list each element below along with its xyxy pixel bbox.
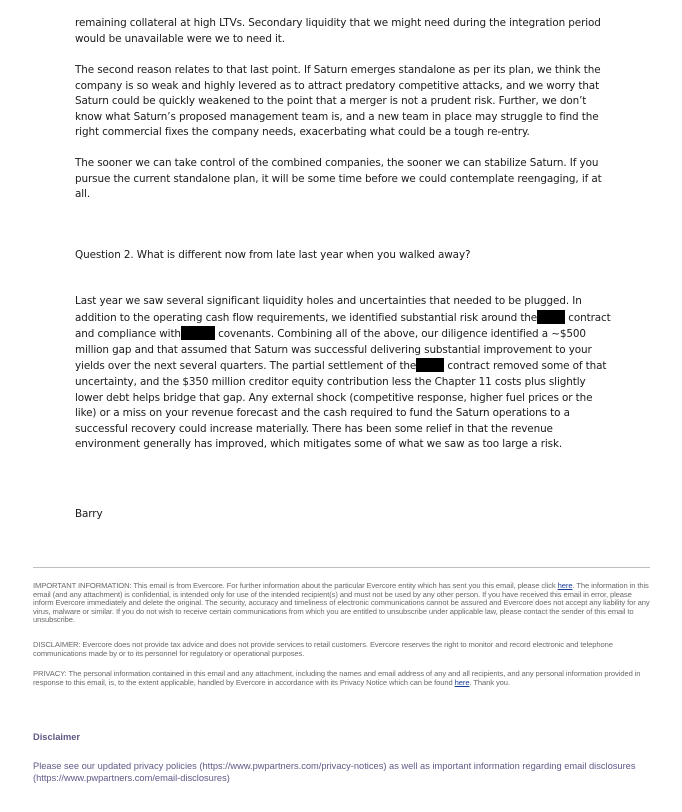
important-here-link[interactable]: here bbox=[557, 581, 573, 590]
privacy-text-1: PRIVACY: The personal information contained in this email and any attachment, including the names and email address of any and all recipients, and any personal information provided in response to this email, is, to the extent applicable, handled by Evercore in accordance with its Privacy Notice which can be found bbox=[33, 669, 641, 687]
answer-text-3: covenants. Combining all of the above, our diligence identified a ~$500 million gap and that assumed that Saturn was successful delivering substantial improvement to your yields over the next several quarters. The partial settlement of the bbox=[75, 328, 592, 373]
signature: Barry bbox=[75, 508, 103, 520]
letter-paragraph-block bbox=[75, 63, 615, 141]
answer-block bbox=[75, 294, 615, 453]
disclaimer-notice bbox=[33, 641, 651, 658]
privacy-here-link[interactable]: here bbox=[454, 677, 470, 687]
paragraph-second-reason: The second reason relates to that last point. If Saturn emerges standalone as per its plan, we think the company is so weak and highly levered as to attract predatory competitive attacks, and we worry that Saturn could be quickly weakened to the point that a merger is not a prudent risk. Further, we don’t know what Saturn’s proposed management team is, and a new team in place may struggle to find the right commercial fixes the company needs, exacerbating what could be a tough re-entry. bbox=[75, 64, 601, 139]
redaction-box bbox=[181, 326, 215, 340]
question-block bbox=[75, 248, 615, 264]
answer-text-4: contract removed some of that uncertainty, and the $350 million creditor equity contribution less the Chapter 11 costs plus slightly lower debt helps bridge that gap. Any external shock (competitive response, higher fuel prices or the like) or a miss on your revenue forecast and the cash required to fund the Saturn operations to a successful recovery could increase materially. There has been some relief in that the revenue environment generally has improved, which mitigates some of what we saw as too large a risk. bbox=[75, 360, 607, 451]
important-text-2: . The information in this email (and any attachment) is confidential, is intended only for use of the intended recipient(s) and must not be used by any other person. If you have received this email in error, please inform Evercore immediately and delete the original. The security, accuracy and timeliness of electronic communications cannot be assured and Evercore does not accept any liability for any virus, malware or similar. If you do not wish to receive certain communications from which you are entitled to unsubscribe under applicable law, please contact the sender of this email to unsubscribe. bbox=[33, 581, 650, 625]
signature-block bbox=[75, 507, 615, 523]
disclaimer-heading: Disclaimer bbox=[33, 732, 81, 742]
redaction-box bbox=[537, 310, 565, 324]
disclaimer-text: DISCLAIMER: Evercore does not provide tax advice and does not provide services to retail customers. Evercore reserves the right to monitor and record electronic and telephone communications made by or to its personnel for regulatory or operational purposes. bbox=[33, 640, 613, 658]
important-text-1: IMPORTANT INFORMATION: This email is from Evercore. For further information about the particular Evercore entity which has sent you this email, please click bbox=[33, 581, 556, 590]
answer-text-2: contract and compliance with bbox=[75, 311, 611, 341]
important-information bbox=[33, 582, 651, 625]
answer-paragraph bbox=[75, 294, 615, 453]
privacy-notice bbox=[33, 670, 651, 687]
redaction-box bbox=[416, 358, 444, 372]
footer-divider bbox=[33, 567, 650, 568]
paragraph-sooner: The sooner we can take control of the combined companies, the sooner we can stabilize Saturn. If you pursue the current standalone plan, it will be some time before we could contemplate reengaging, if at all. bbox=[75, 157, 602, 201]
letter-paragraph-block bbox=[75, 156, 615, 203]
question-2: Question 2. What is different now from late last year when you walked away? bbox=[75, 249, 471, 261]
answer-text-1: Last year we saw several significant liquidity holes and uncertainties that needed to be plugged. In addition to the operating cash flow requirements, we identified substantial risk around the bbox=[75, 295, 582, 324]
paragraph-collateral: remaining collateral at high LTVs. Secondary liquidity that we might need during the integration period would be unavailable were we to need it. bbox=[75, 17, 601, 45]
letter-body bbox=[75, 16, 615, 47]
disclaimer-privacy-text: Please see our updated privacy policies (https://www.pwpartners.com/privacy-notices) as well as important information regarding email disclosures (https://www.pwpartners.com/email-disclosures) bbox=[33, 761, 636, 784]
privacy-text-2: . Thank you. bbox=[469, 677, 510, 687]
